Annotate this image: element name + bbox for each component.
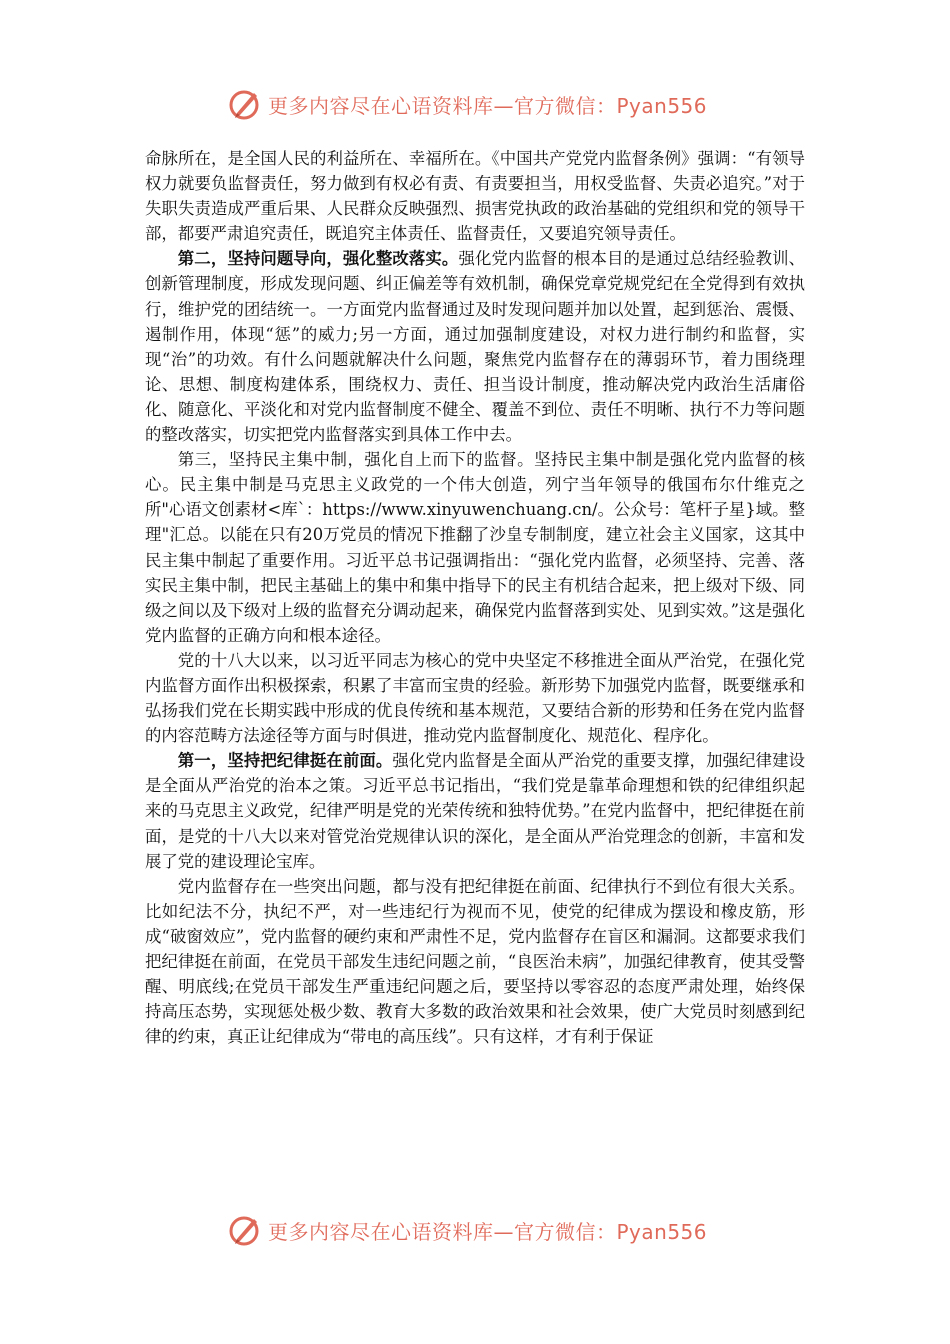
- paragraph: 党的十八大以来，以习近平同志为核心的党中央坚定不移推进全面从严治党，在强化党内监督方面作出积极探索，积累了丰富而宝贵的经验。新形势下加强党内监督，既要继承和弘扬我们党在长期实践中形成的优良传统和基本规范，又要结合新的形势和任务在党内监督的内容范畴方法途径等方面与时俱进，推动党内监督制度化、规范化、程序化。: [145, 650, 805, 746]
- pen-circle-logo-icon: [228, 87, 262, 121]
- header-watermark-banner: [228, 84, 707, 124]
- watermark-text: 更多内容尽在心语资料库—官方微信：Pyan556: [268, 1219, 708, 1244]
- pen-circle-logo-icon: [228, 1213, 262, 1247]
- paragraph: 第一，坚持把纪律挺在前面。强化党内监督是全面从严治党的重要支撑，加强纪律建设是全面从严治党的治本之策。习近平总书记指出，“我们党是靠革命理想和铁的纪律组织起来的马克思主义政党，纪律严明是党的光荣传统和独特优势。”在党内监督中，把纪律挺在前面，是党的十八大以来对管党治党规律认识的深化，是全面从严治党理念的创新，丰富和发展了党的建设理论宝库。: [145, 751, 805, 871]
- paragraph: 命脉所在，是全国人民的利益所在、幸福所在。《中国共产党党内监督条例》强调：“有领导权力就要负监督责任，努力做到有权必有责、有责要担当，用权受监督、失责必追究。”对于失职失责造成严重后果、人民群众反映强烈、损害党执政的政治基础的党组织和党的领导干部，都要严肃追究责任，既追究主体责任、监督责任，又要追究领导责任。: [145, 149, 805, 244]
- document-body: [145, 146, 805, 1049]
- watermark-text: 更多内容尽在心语资料库—官方微信：Pyan556: [268, 93, 708, 118]
- paragraph: 党内监督存在一些突出问题，都与没有把纪律挺在前面、纪律执行不到位有很大关系。比如纪法不分，执纪不严，对一些违纪行为视而不见，使党的纪律成为摆设和橡皮筋，形成“破窗效应”，党内监督的硬约束和严肃性不足，党内监督存在盲区和漏洞。这都要求我们把纪律挺在前面，在党员干部发生违纪问题之前，“良医治未病”，加强纪律教育，使其受警醒、明底线;在党员干部发生严重违纪问题之后，要坚持以零容忍的态度严肃处理，始终保持高压态势，实现惩处极少数、教育大多数的政治效果和社会效果，使广大党员时刻感到纪律的约束，真正让纪律成为“带电的高压线”。只有这样，才有利于保证: [145, 876, 805, 1047]
- paragraph: 第三，坚持民主集中制，强化自上而下的监督。坚持民主集中制是强化党内监督的核心。民主集中制是马克思主义政党的一个伟大创造，列宁当年领导的俄国布尔什维克之所"心语文创素材<库`：https://www.xinyuwenchuang.cn/。公众号：笔杆子星}域。整理"汇总。以能在只有20万党员的情况下推翻了沙皇专制制度，建立社会主义国家，这其中民主集中制起了重要作用。习近平总书记强调指出：“强化党内监督，必须坚持、完善、落实民主集中制，把民主基础上的集中和集中指导下的民主有机结合起来，把上级对下级、同级之间以及下级对上级的监督充分调动起来，确保党内监督落到实处、见到实效。”这是强化党内监督的正确方向和根本途径。: [145, 450, 805, 645]
- paragraph: 第二，坚持问题导向，强化整改落实。强化党内监督的根本目的是通过总结经验教训、创新管理制度，形成发现问题、纠正偏差等有效机制，确保党章党规党纪在全党得到有效执行，维护党的团结统一。一方面党内监督通过及时发现问题并加以处置，起到惩治、震慑、遏制作用，体现“惩”的威力;另一方面，通过加强制度建设，对权力进行制约和监督，实现“治”的功效。有什么问题就解决什么问题，聚焦党内监督存在的薄弱环节，着力围绕理论、思想、制度构建体系，围绕权力、责任、担当设计制度，推动解决党内政治生活庸俗化、随意化、平淡化和对党内监督制度不健全、覆盖不到位、责任不明晰、执行不力等问题的整改落实，切实把党内监督落实到具体工作中去。: [145, 249, 806, 445]
- footer-watermark-banner: [228, 1210, 707, 1250]
